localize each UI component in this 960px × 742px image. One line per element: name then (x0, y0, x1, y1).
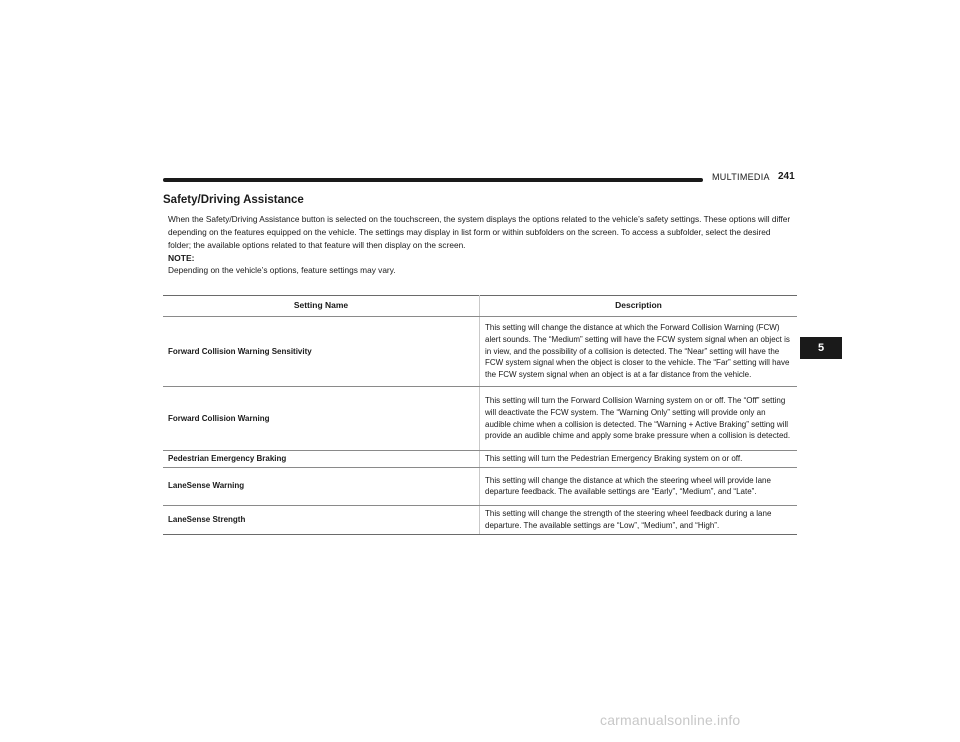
table-row (163, 451, 797, 468)
intro-paragraph: When the Safety/Driving Assistance button is selected on the touchscreen, the system displays the options related to the vehicle’s safety settings. These options will differ depending on the features equipped on the vehicle. The settings may display in list form or within subfolders on the screen. To access a subfolder, select the desired folder; the available options related to that feature will then display on the screen. (168, 214, 791, 250)
note-text: Depending on the vehicle’s options, feature settings may vary. (168, 265, 396, 275)
setting-description: This setting will turn the Forward Collision Warning system on or off. The “Off” setting will deactivate the FCW system. The “Warning Only” setting will provide only an audible chime when a collision is detected. The “Warning + Active Braking” setting will provide an audible chime and apply some brake pressure when a collision is detected. (480, 387, 798, 451)
setting-name: LaneSense Strength (163, 505, 480, 534)
table-row (163, 505, 797, 534)
column-header-setting-name: Setting Name (163, 296, 480, 317)
setting-name: Pedestrian Emergency Braking (163, 451, 480, 468)
setting-name: Forward Collision Warning (163, 387, 480, 451)
section-label: MULTIMEDIA (712, 172, 770, 182)
table-row (163, 467, 797, 505)
watermark: carmanualsonline.info (600, 712, 741, 728)
setting-description: This setting will change the distance at which the steering wheel will provide lane departure feedback. The available settings are “Early”, “Medium”, and “Late”. (480, 467, 798, 505)
section-title: Safety/Driving Assistance (163, 194, 304, 206)
table-row (163, 387, 797, 451)
setting-description: This setting will change the strength of the steering wheel feedback during a lane departure. The available settings are “Low”, “Medium”, and “High”. (480, 505, 798, 534)
column-header-description: Description (480, 296, 798, 317)
note-label: NOTE: (168, 253, 195, 263)
setting-name: Forward Collision Warning Sensitivity (163, 317, 480, 387)
header-rule (163, 178, 703, 182)
table-header-row (163, 296, 797, 317)
chapter-tab: 5 (800, 337, 842, 359)
settings-table (163, 295, 797, 535)
page-number: 241 (778, 171, 795, 182)
setting-description: This setting will change the distance at which the Forward Collision Warning (FCW) alert sounds. The “Medium” setting will have the FCW system signal when an object is in view, and the possibility of a collision is detected. The “Near” setting will have the FCW system signal when the object is closer to the vehicle. The “Far” setting will have the FCW system signal when an object is at a far distance from the vehicle. (480, 317, 798, 387)
setting-description: This setting will turn the Pedestrian Emergency Braking system on or off. (480, 451, 798, 468)
setting-name: LaneSense Warning (163, 467, 480, 505)
table-row (163, 317, 797, 387)
